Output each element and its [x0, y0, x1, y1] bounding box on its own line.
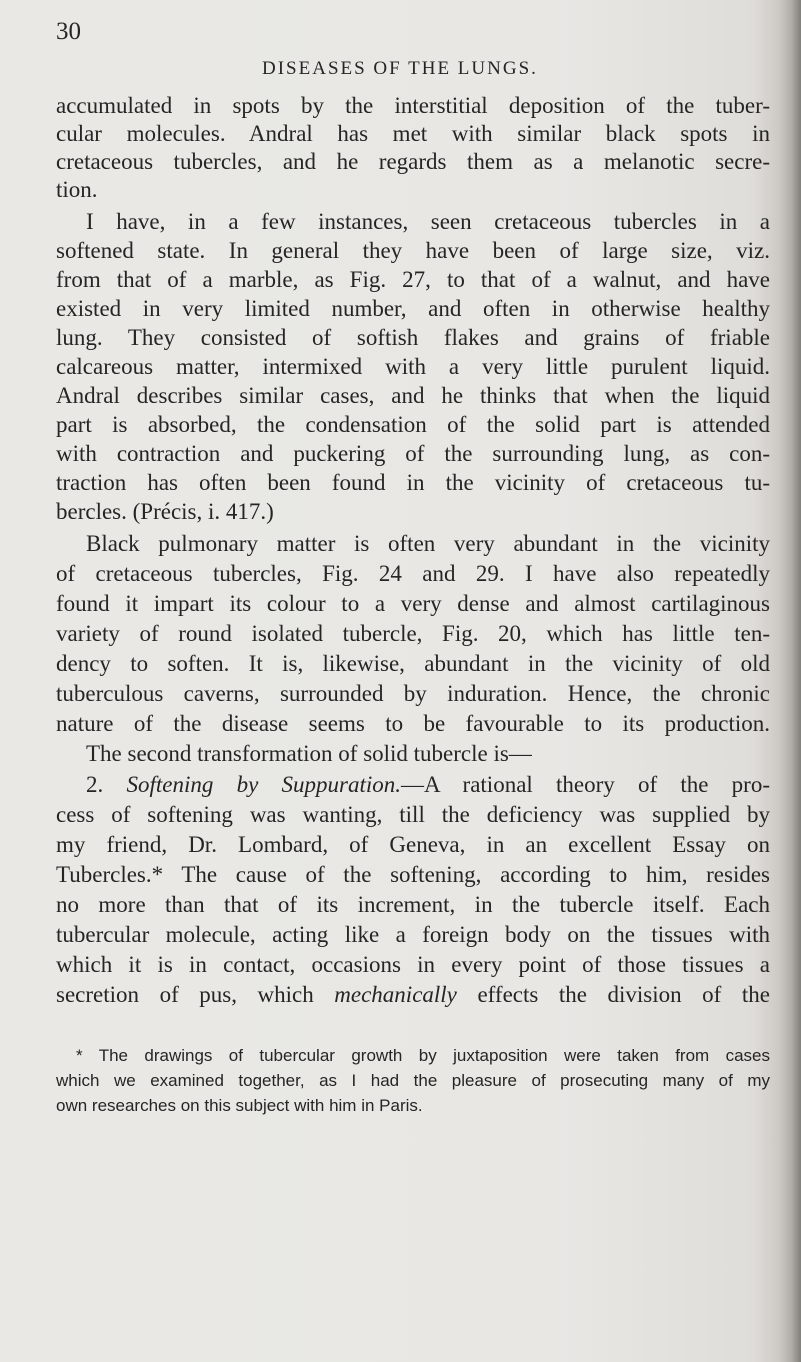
- text-line: tuberculous caverns, surrounded by induration. Hence, the chronic: [56, 681, 770, 706]
- text-line: Andral describes similar cases, and he thinks that when the liquid: [56, 383, 770, 408]
- text-line: accumulated in spots by the interstitial deposition of the tuber-: [56, 93, 770, 118]
- section-number: 2.: [86, 772, 104, 797]
- text-line-with-emphasis: [56, 981, 770, 1009]
- text-line: cess of softening was wanting, till the deficiency was supplied by: [56, 802, 770, 827]
- text-line: cular molecules. Andral has met with similar black spots in: [56, 121, 770, 146]
- text-line: no more than that of its increment, in the tubercle itself. Each: [56, 892, 770, 917]
- footnote-line: which we examined together, as I had the pleasure of prosecuting many of my: [56, 1071, 770, 1090]
- emphasized-word: mechanically: [334, 982, 457, 1007]
- text-line: variety of round isolated tubercle, Fig. 20, which has little ten-: [56, 621, 770, 646]
- running-title: DISEASES OF THE LUNGS.: [262, 58, 538, 79]
- text-line: of cretaceous tubercles, Fig. 24 and 29. I have also repeatedly: [56, 561, 770, 586]
- text-line: Tubercles.* The cause of the softening, according to him, resides: [56, 862, 770, 887]
- footnote-line: own researches on this subject with him in Paris.: [56, 1096, 423, 1115]
- page-edge-shadow: [779, 0, 801, 1362]
- text-line: tubercular molecule, acting like a foreign body on the tissues with: [56, 922, 770, 947]
- text-line: from that of a marble, as Fig. 27, to that of a walnut, and have: [56, 267, 770, 292]
- section-heading-line: [86, 771, 770, 799]
- text-line: lung. They consisted of softish flakes and grains of friable: [56, 325, 770, 350]
- text-line: with contraction and puckering of the surrounding lung, as con-: [56, 441, 770, 466]
- text-line-continuation: —A rational theory of the pro-: [400, 772, 770, 797]
- text-line: part is absorbed, the condensation of the solid part is attended: [56, 412, 770, 437]
- text-line: I have, in a few instances, seen cretaceous tubercles in a: [86, 209, 770, 234]
- text-line: dency to soften. It is, likewise, abundant in the vicinity of old: [56, 651, 770, 676]
- text-line: The second transformation of solid tubercle is—: [86, 741, 532, 766]
- text-line: found it impart its colour to a very dense and almost cartilaginous: [56, 591, 770, 616]
- text-line: my friend, Dr. Lombard, of Geneva, in an excellent Essay on: [56, 832, 770, 857]
- text-line: bercles. (Précis, i. 417.): [56, 499, 274, 524]
- text-line: tion.: [56, 177, 98, 202]
- page-number: 30: [56, 18, 81, 45]
- text-segment: secretion of pus, which: [56, 982, 335, 1007]
- text-segment: effects the division of the: [456, 982, 770, 1007]
- text-line: Black pulmonary matter is often very abundant in the vicinity: [86, 531, 770, 556]
- footnote-line: * The drawings of tubercular growth by juxtaposition were taken from cases: [76, 1046, 770, 1065]
- text-line: calcareous matter, intermixed with a very little purulent liquid.: [56, 354, 770, 379]
- text-line: nature of the disease seems to be favourable to its production.: [56, 711, 770, 736]
- section-title: Softening by Suppuration.: [126, 772, 401, 797]
- text-line: softened state. In general they have been of large size, viz.: [56, 238, 770, 263]
- text-line: which it is in contact, occasions in every point of those tissues a: [56, 952, 770, 977]
- text-line: cretaceous tubercles, and he regards them as a melanotic secre-: [56, 149, 770, 174]
- text-line: existed in very limited number, and often in otherwise healthy: [56, 296, 770, 321]
- text-line: traction has often been found in the vicinity of cretaceous tu-: [56, 470, 770, 495]
